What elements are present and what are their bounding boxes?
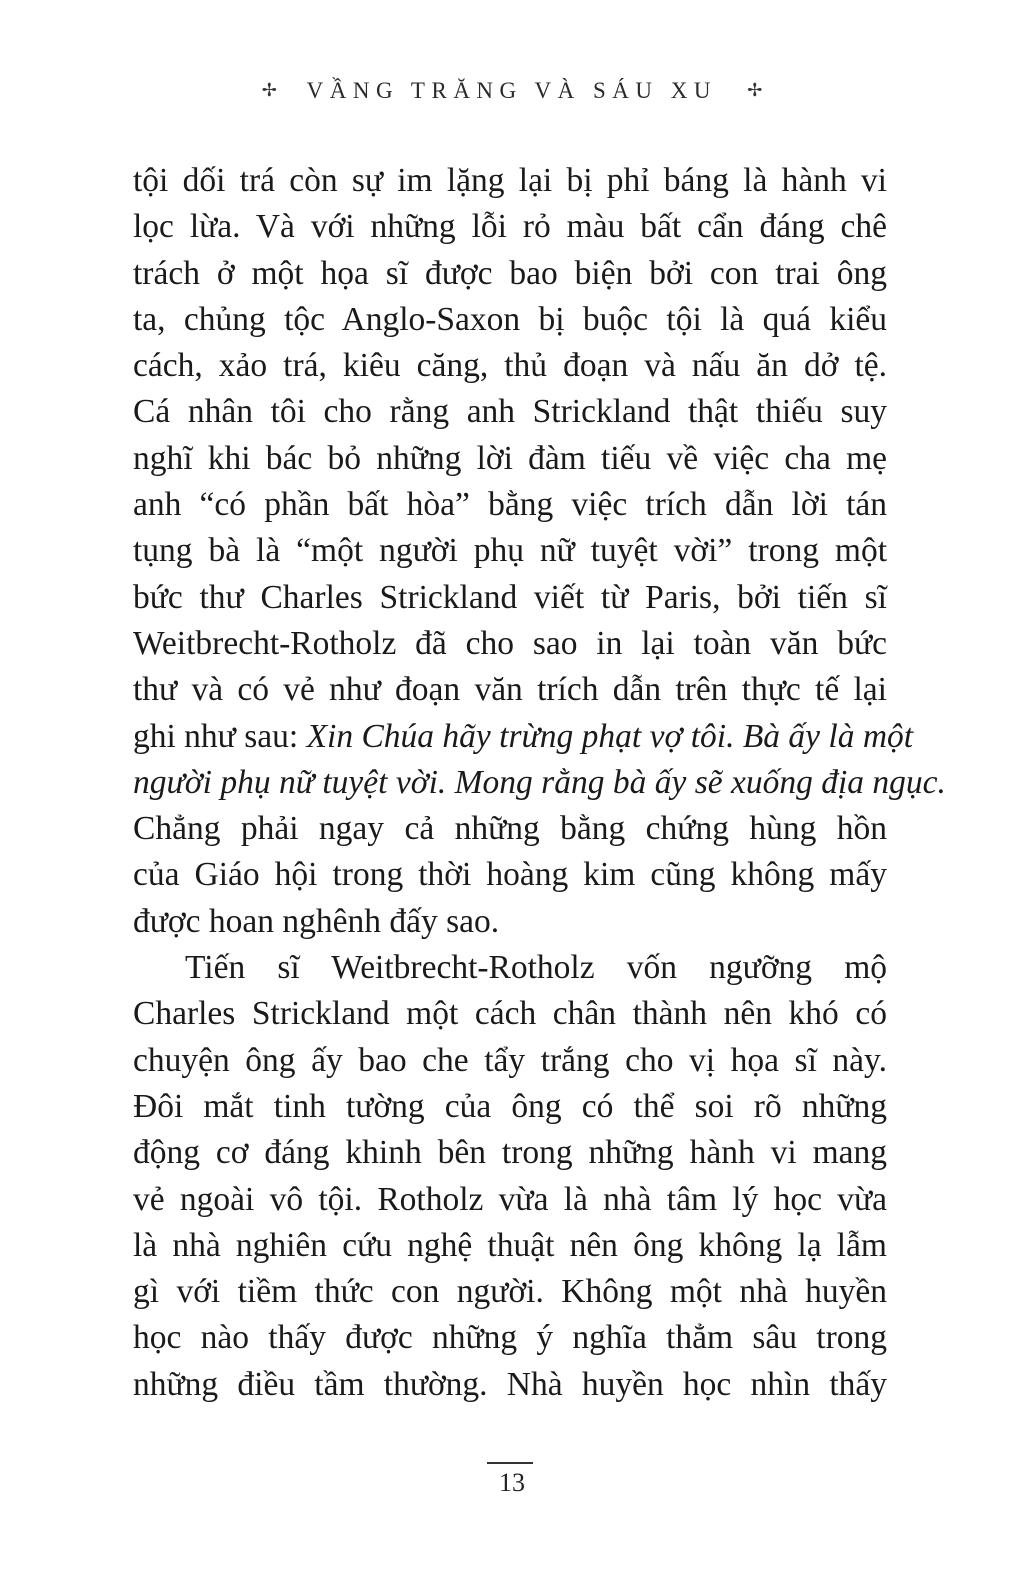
text-line	[133, 991, 887, 1037]
line-text: động cơ đáng khinh bên trong những hành vi mang	[133, 1134, 887, 1172]
line-text: Chẳng phải ngay cả những bằng chứng hùng hồn	[133, 810, 887, 848]
text-line	[133, 343, 887, 389]
italic-quote-text: Xin Chúa hãy trừng phạt vợ tôi. Bà ấy là một	[306, 717, 914, 755]
text-line	[133, 251, 887, 297]
ornament-right-icon: ✢	[747, 80, 763, 100]
line-text: Cá nhân tôi cho rằng anh Strickland thật thiếu suy	[133, 393, 887, 431]
text-line	[133, 1177, 887, 1223]
text-line	[133, 297, 887, 343]
line-text: vẻ ngoài vô tội. Rotholz vừa là nhà tâm lý học vừa	[133, 1180, 887, 1218]
footer-rule	[487, 1462, 533, 1464]
line-text: là nhà nghiên cứu nghệ thuật nên ông không lạ lẫm	[133, 1226, 887, 1264]
line-text: Charles Strickland một cách chân thành nên khó có	[133, 995, 887, 1033]
text-line	[133, 436, 887, 482]
running-header	[0, 78, 1024, 104]
line-text: được hoan nghênh đấy sao.	[133, 902, 500, 940]
line-text: tội dối trá còn sự im lặng lại bị phỉ báng là hành vi	[133, 162, 887, 199]
text-line	[133, 1038, 887, 1084]
line-text: của Giáo hội trong thời hoàng kim cũng không mấy	[133, 856, 887, 894]
line-text: cách, xảo trá, kiêu căng, thủ đoạn và nấu ăn dở tệ.	[133, 347, 887, 385]
text-line	[133, 760, 946, 806]
line-text: nghĩ khi bác bỏ những lời đàm tiếu về việc cha mẹ	[133, 439, 887, 477]
text-line	[133, 1084, 887, 1130]
text-line	[133, 158, 887, 204]
text-line	[133, 1130, 887, 1176]
text-line	[133, 667, 887, 713]
text-line	[133, 1269, 887, 1315]
line-text: lọc lừa. Và với những lỗi rỏ màu bất cẩn đáng chê	[133, 208, 887, 246]
line-text: ghi như sau:	[133, 717, 307, 755]
paragraph	[133, 158, 946, 945]
text-line	[133, 204, 887, 250]
line-text: chuyện ông ấy bao che tẩy trắng cho vị họa sĩ này.	[133, 1041, 887, 1079]
ornament-left-icon: ✢	[261, 80, 277, 100]
line-text: anh “có phần bất hòa” bằng việc trích dẫn lời tán	[133, 486, 887, 524]
text-line	[133, 389, 887, 435]
line-text: gì với tiềm thức con người. Không một nhà huyền	[133, 1273, 887, 1311]
line-text: Weitbrecht-Rotholz đã cho sao in lại toàn văn bức	[133, 624, 887, 662]
line-text: Tiến sĩ Weitbrecht-Rotholz vốn ngưỡng mộ	[185, 949, 887, 987]
paragraph	[133, 945, 887, 1408]
line-text: tụng bà là “một người phụ nữ tuyệt vời” trong một	[133, 532, 887, 570]
page-number: 13	[499, 1468, 525, 1497]
body-text	[133, 158, 946, 1408]
text-line	[133, 1223, 887, 1269]
line-text: những điều tầm thường. Nhà huyền học nhìn thấy	[133, 1365, 887, 1403]
line-text: ta, chủng tộc Anglo-Saxon bị buộc tội là quá kiểu	[133, 300, 887, 338]
italic-quote-text: người phụ nữ tuyệt vời. Mong rằng bà ấy sẽ xuống địa ngục.	[133, 763, 946, 801]
line-text: thư và có vẻ như đoạn văn trích dẫn trên thực tế lại	[133, 671, 887, 709]
text-line	[133, 899, 887, 945]
text-line	[133, 528, 887, 574]
line-text: bức thư Charles Strickland viết từ Paris, bởi tiến sĩ	[133, 578, 887, 616]
text-line	[133, 1315, 887, 1361]
line-text: học nào thấy được những ý nghĩa thẳm sâu trong	[133, 1319, 887, 1357]
text-line	[133, 945, 887, 991]
text-line	[133, 621, 887, 667]
line-text: trách ở một họa sĩ được bao biện bởi con trai ông	[133, 254, 887, 292]
text-line	[133, 714, 914, 760]
text-line	[133, 852, 887, 898]
text-line	[133, 1362, 887, 1408]
text-line	[133, 575, 887, 621]
line-text: Đôi mắt tinh tường của ông có thể soi rõ những	[133, 1087, 887, 1125]
running-header-title: VẦNG TRĂNG VÀ SÁU XU	[306, 78, 717, 103]
text-line	[133, 806, 887, 852]
text-line	[133, 482, 887, 528]
